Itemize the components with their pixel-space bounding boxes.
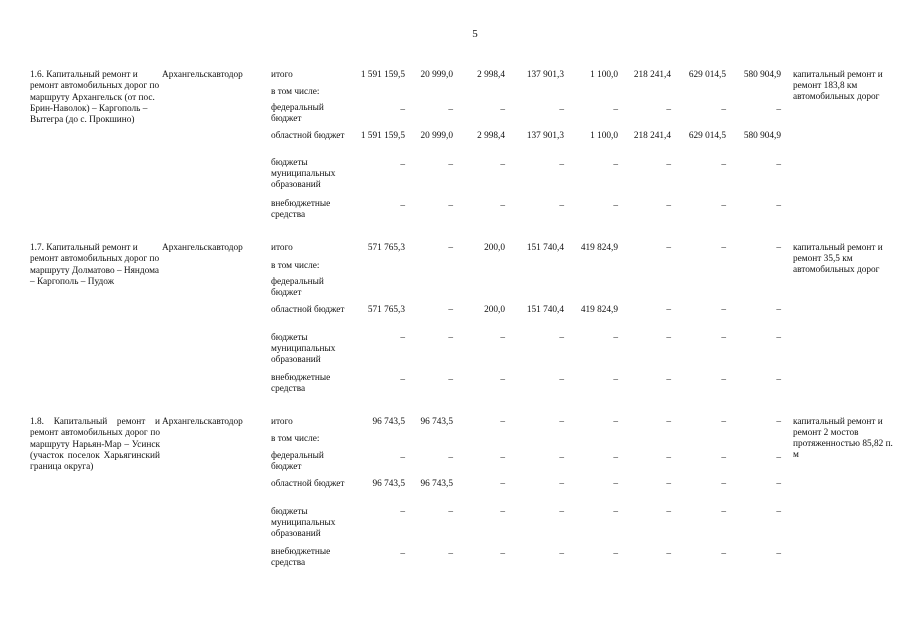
funding-row-regional bbox=[0, 305, 905, 325]
item-title: 1.6. Капитальный ремонт и ремонт автомобильных дорог по маршруту Архангельск (от пос. Брин-Наволок) – Каргополь – Вытегра (до с. Прокшино) bbox=[30, 70, 160, 126]
value-cell: 2 998,4 bbox=[477, 70, 505, 80]
value-cell: – bbox=[776, 453, 781, 463]
value-cell: – bbox=[776, 333, 781, 343]
value-cell: – bbox=[559, 507, 564, 517]
value-cell: – bbox=[776, 105, 781, 115]
value-cell: – bbox=[559, 453, 564, 463]
value-cell: – bbox=[500, 201, 505, 211]
item-executor: Архангельскавтодор bbox=[162, 417, 243, 427]
funding-row-total bbox=[0, 243, 905, 263]
value-cell: – bbox=[721, 105, 726, 115]
value-cell: 629 014,5 bbox=[688, 131, 726, 141]
value-cell: – bbox=[400, 105, 405, 115]
value-cell: 1 100,0 bbox=[590, 131, 618, 141]
item-executor: Архангельскавтодор bbox=[162, 243, 243, 253]
value-cell: – bbox=[559, 333, 564, 343]
value-cell: – bbox=[613, 160, 618, 170]
value-cell: – bbox=[666, 201, 671, 211]
funding-source: федеральный бюджет bbox=[271, 277, 324, 298]
funding-source: бюджеты муниципальных образований bbox=[271, 158, 336, 190]
value-cell: – bbox=[448, 243, 453, 253]
value-cell: 419 824,9 bbox=[580, 243, 618, 253]
item-title: 1.7. Капитальный ремонт и ремонт автомобильных дорог по маршруту Долматово – Няндома – Каргополь – Пудож bbox=[30, 243, 160, 287]
value-cell: – bbox=[721, 375, 726, 385]
funding-source: бюджеты муниципальных образований bbox=[271, 507, 336, 539]
value-cell: 137 901,3 bbox=[526, 131, 564, 141]
funding-row-extrabudgetary bbox=[0, 199, 905, 219]
value-cell: – bbox=[500, 375, 505, 385]
value-cell: – bbox=[721, 453, 726, 463]
funding-source: областной бюджет bbox=[271, 479, 345, 489]
value-cell: – bbox=[400, 201, 405, 211]
value-cell: – bbox=[559, 105, 564, 115]
value-cell: 571 765,3 bbox=[367, 305, 405, 315]
item-result: капитальный ремонт и ремонт 2 мостов протяженностью 85,82 п. м bbox=[793, 417, 893, 460]
value-cell: – bbox=[666, 507, 671, 517]
funding-row-extrabudgetary bbox=[0, 547, 905, 567]
funding-row-municipal bbox=[0, 507, 905, 539]
funding-row-municipal bbox=[0, 333, 905, 365]
value-cell: – bbox=[448, 105, 453, 115]
value-cell: – bbox=[448, 201, 453, 211]
funding-source: итого bbox=[271, 243, 293, 253]
value-cell: – bbox=[400, 507, 405, 517]
value-cell: – bbox=[400, 549, 405, 559]
funding-row-federal bbox=[0, 451, 905, 471]
funding-source: федеральный бюджет bbox=[271, 103, 324, 124]
value-cell: – bbox=[613, 201, 618, 211]
value-cell: – bbox=[666, 549, 671, 559]
program-item-1-7 bbox=[0, 243, 905, 403]
value-cell: – bbox=[613, 333, 618, 343]
value-cell: – bbox=[448, 507, 453, 517]
value-cell: – bbox=[500, 417, 505, 427]
item-executor: Архангельскавтодор bbox=[162, 70, 243, 80]
value-cell: 200,0 bbox=[484, 243, 505, 253]
value-cell: – bbox=[448, 160, 453, 170]
value-cell: – bbox=[613, 453, 618, 463]
value-cell: – bbox=[400, 333, 405, 343]
value-cell: – bbox=[613, 549, 618, 559]
value-cell: – bbox=[559, 417, 564, 427]
value-cell: – bbox=[448, 375, 453, 385]
value-cell: – bbox=[613, 479, 618, 489]
value-cell: 629 014,5 bbox=[688, 70, 726, 80]
item-title: 1.8. Капитальный ремонт и ремонт автомобильных дорог по маршруту Нарьян-Мар – Усинск (участок поселок Харьягинский граница округа) bbox=[30, 417, 160, 473]
funding-source: итого bbox=[271, 70, 293, 80]
value-cell: – bbox=[559, 549, 564, 559]
value-cell: 218 241,4 bbox=[633, 70, 671, 80]
value-cell: 20 999,0 bbox=[420, 70, 453, 80]
value-cell: – bbox=[721, 201, 726, 211]
value-cell: 1 591 159,5 bbox=[360, 70, 405, 80]
value-cell: – bbox=[448, 305, 453, 315]
value-cell: – bbox=[559, 201, 564, 211]
value-cell: – bbox=[613, 417, 618, 427]
value-cell: – bbox=[448, 549, 453, 559]
value-cell: – bbox=[721, 305, 726, 315]
value-cell: 96 743,5 bbox=[372, 479, 405, 489]
value-cell: – bbox=[721, 479, 726, 489]
value-cell: 96 743,5 bbox=[420, 479, 453, 489]
value-cell: 96 743,5 bbox=[420, 417, 453, 427]
value-cell: – bbox=[400, 375, 405, 385]
funding-source: в том числе: bbox=[271, 87, 320, 97]
funding-row-regional bbox=[0, 479, 905, 499]
value-cell: – bbox=[500, 507, 505, 517]
funding-source: областной бюджет bbox=[271, 131, 345, 141]
value-cell: – bbox=[721, 333, 726, 343]
funding-source: в том числе: bbox=[271, 434, 320, 444]
value-cell: – bbox=[500, 479, 505, 489]
program-item-1-6 bbox=[0, 70, 905, 230]
value-cell: – bbox=[500, 453, 505, 463]
value-cell: 200,0 bbox=[484, 305, 505, 315]
value-cell: 571 765,3 bbox=[367, 243, 405, 253]
value-cell: – bbox=[666, 243, 671, 253]
value-cell: – bbox=[721, 243, 726, 253]
value-cell: – bbox=[721, 160, 726, 170]
value-cell: – bbox=[500, 160, 505, 170]
value-cell: 2 998,4 bbox=[477, 131, 505, 141]
value-cell: – bbox=[721, 417, 726, 427]
value-cell: – bbox=[776, 201, 781, 211]
page-number: 5 bbox=[472, 28, 478, 40]
value-cell: 137 901,3 bbox=[526, 70, 564, 80]
value-cell: 419 824,9 bbox=[580, 305, 618, 315]
value-cell: – bbox=[500, 333, 505, 343]
value-cell: 580 904,9 bbox=[743, 131, 781, 141]
value-cell: – bbox=[776, 549, 781, 559]
value-cell: 1 100,0 bbox=[590, 70, 618, 80]
value-cell: – bbox=[666, 375, 671, 385]
item-result: капитальный ремонт и ремонт 35,5 км автомобильных дорог bbox=[793, 243, 883, 275]
funding-row-federal bbox=[0, 277, 905, 297]
value-cell: – bbox=[500, 549, 505, 559]
value-cell: – bbox=[776, 375, 781, 385]
value-cell: – bbox=[776, 243, 781, 253]
value-cell: 151 740,4 bbox=[526, 305, 564, 315]
value-cell: 151 740,4 bbox=[526, 243, 564, 253]
funding-source: итого bbox=[271, 417, 293, 427]
value-cell: – bbox=[613, 507, 618, 517]
funding-row-extrabudgetary bbox=[0, 373, 905, 393]
value-cell: 1 591 159,5 bbox=[360, 131, 405, 141]
funding-source: внебюджетные средства bbox=[271, 547, 331, 568]
value-cell: – bbox=[776, 160, 781, 170]
funding-row-federal bbox=[0, 103, 905, 123]
funding-source: федеральный бюджет bbox=[271, 451, 324, 472]
value-cell: – bbox=[666, 333, 671, 343]
funding-row-municipal bbox=[0, 158, 905, 190]
value-cell: – bbox=[776, 507, 781, 517]
value-cell: – bbox=[400, 453, 405, 463]
item-result: капитальный ремонт и ремонт 183,8 км автомобильных дорог bbox=[793, 70, 883, 102]
value-cell: 96 743,5 bbox=[372, 417, 405, 427]
value-cell: – bbox=[613, 105, 618, 115]
value-cell: – bbox=[559, 160, 564, 170]
value-cell: – bbox=[559, 375, 564, 385]
value-cell: – bbox=[666, 417, 671, 427]
value-cell: – bbox=[666, 479, 671, 489]
funding-source: внебюджетные средства bbox=[271, 373, 331, 394]
value-cell: – bbox=[666, 160, 671, 170]
value-cell: – bbox=[666, 305, 671, 315]
funding-source: бюджеты муниципальных образований bbox=[271, 333, 336, 365]
funding-source: в том числе: bbox=[271, 261, 320, 271]
value-cell: – bbox=[776, 417, 781, 427]
value-cell: – bbox=[448, 333, 453, 343]
value-cell: – bbox=[776, 305, 781, 315]
value-cell: – bbox=[721, 549, 726, 559]
value-cell: – bbox=[666, 453, 671, 463]
value-cell: – bbox=[776, 479, 781, 489]
value-cell: 580 904,9 bbox=[743, 70, 781, 80]
value-cell: – bbox=[448, 453, 453, 463]
funding-row-regional bbox=[0, 131, 905, 151]
value-cell: 20 999,0 bbox=[420, 131, 453, 141]
value-cell: 218 241,4 bbox=[633, 131, 671, 141]
value-cell: – bbox=[721, 507, 726, 517]
funding-source: внебюджетные средства bbox=[271, 199, 331, 220]
funding-source: областной бюджет bbox=[271, 305, 345, 315]
value-cell: – bbox=[613, 375, 618, 385]
value-cell: – bbox=[559, 479, 564, 489]
value-cell: – bbox=[400, 160, 405, 170]
program-item-1-8 bbox=[0, 417, 905, 577]
value-cell: – bbox=[500, 105, 505, 115]
value-cell: – bbox=[666, 105, 671, 115]
